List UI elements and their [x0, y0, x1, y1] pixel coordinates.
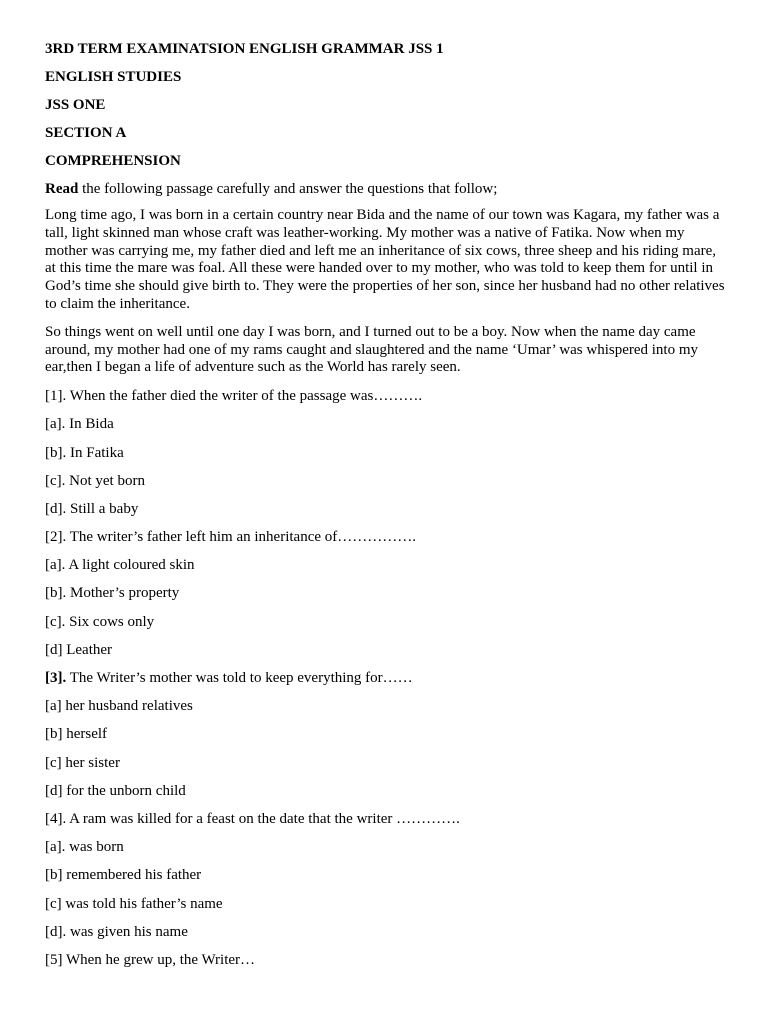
section-heading: SECTION A	[45, 125, 127, 141]
class-heading: JSS ONE	[45, 97, 106, 113]
option-2b: [b]. Mother’s property	[45, 585, 180, 602]
question-4	[45, 810, 727, 829]
option-2d: [d] Leather	[45, 641, 113, 658]
instruction-bold: Read	[45, 181, 79, 197]
exam-title: 3RD TERM EXAMINATSION ENGLISH GRAMMAR JSS 1	[45, 41, 444, 57]
question-1	[45, 387, 727, 406]
question-number: [4].	[45, 810, 67, 827]
option-3b: [b] herself	[45, 726, 108, 743]
option-4c: [c] was told his father’s name	[45, 895, 223, 912]
question-text: When he grew up, the Writer…	[62, 951, 256, 968]
question-3	[45, 669, 727, 688]
question-text: The writer’s father left him an inheritance of…………….	[66, 529, 417, 546]
question-text: A ram was killed for a feast on the date that the writer ………….	[66, 810, 460, 827]
question-number: [1].	[45, 388, 67, 405]
option-3a: [a] her husband relatives	[45, 698, 193, 715]
option-4b: [b] remembered his father	[45, 867, 202, 884]
passage-paragraph-2: So things went on well until one day I was born, and I turned out to be a boy. Now when the name day came around, my mother had one of my rams caught and slaughtered and the name ‘Umar’ was whispered into my ear,then I began a life of adventure such as the World has rarely seen.	[45, 323, 699, 376]
passage-paragraph-1: Long time ago, I was born in a certain country near Bida and the name of our town was Kagara, my father was a tall, light skinned man whose craft was leather-working. My mother was a native of Fatika. Now when my mother was carrying me, my father died and left me an inheritance of six cows, three sheep and his riding mare, at this time the mare was foal. All these were handed over to my mother, who was told to keep them for until in God’s time she should give birth to. They were the properties of her son, since her husband had no other relatives to claim the inheritance.	[45, 207, 725, 312]
instruction	[45, 180, 727, 199]
option-4a: [a]. was born	[45, 839, 124, 856]
subject-heading: ENGLISH STUDIES	[45, 69, 182, 85]
option-1a: [a]. In Bida	[45, 416, 114, 433]
option-2a: [a]. A light coloured skin	[45, 557, 195, 574]
question-2	[45, 528, 727, 547]
option-3c: [c] her sister	[45, 754, 120, 771]
option-1b: [b]. In Fatika	[45, 444, 124, 461]
instruction-text: the following passage carefully and answer the questions that follow;	[78, 181, 498, 197]
option-1c: [c]. Not yet born	[45, 472, 145, 489]
option-1d: [d]. Still a baby	[45, 500, 139, 517]
question-5	[45, 951, 727, 970]
topic-heading: COMPREHENSION	[45, 153, 181, 169]
document-body	[45, 40, 727, 979]
question-number: [3].	[45, 670, 67, 687]
question-text: When the father died the writer of the passage was……….	[66, 388, 423, 405]
question-number: [5]	[45, 951, 63, 968]
question-text: The Writer’s mother was told to keep everything for……	[66, 670, 413, 687]
option-3d: [d] for the unborn child	[45, 782, 186, 799]
option-2c: [c]. Six cows only	[45, 613, 155, 630]
question-number: [2].	[45, 529, 67, 546]
option-4d: [d]. was given his name	[45, 923, 188, 940]
